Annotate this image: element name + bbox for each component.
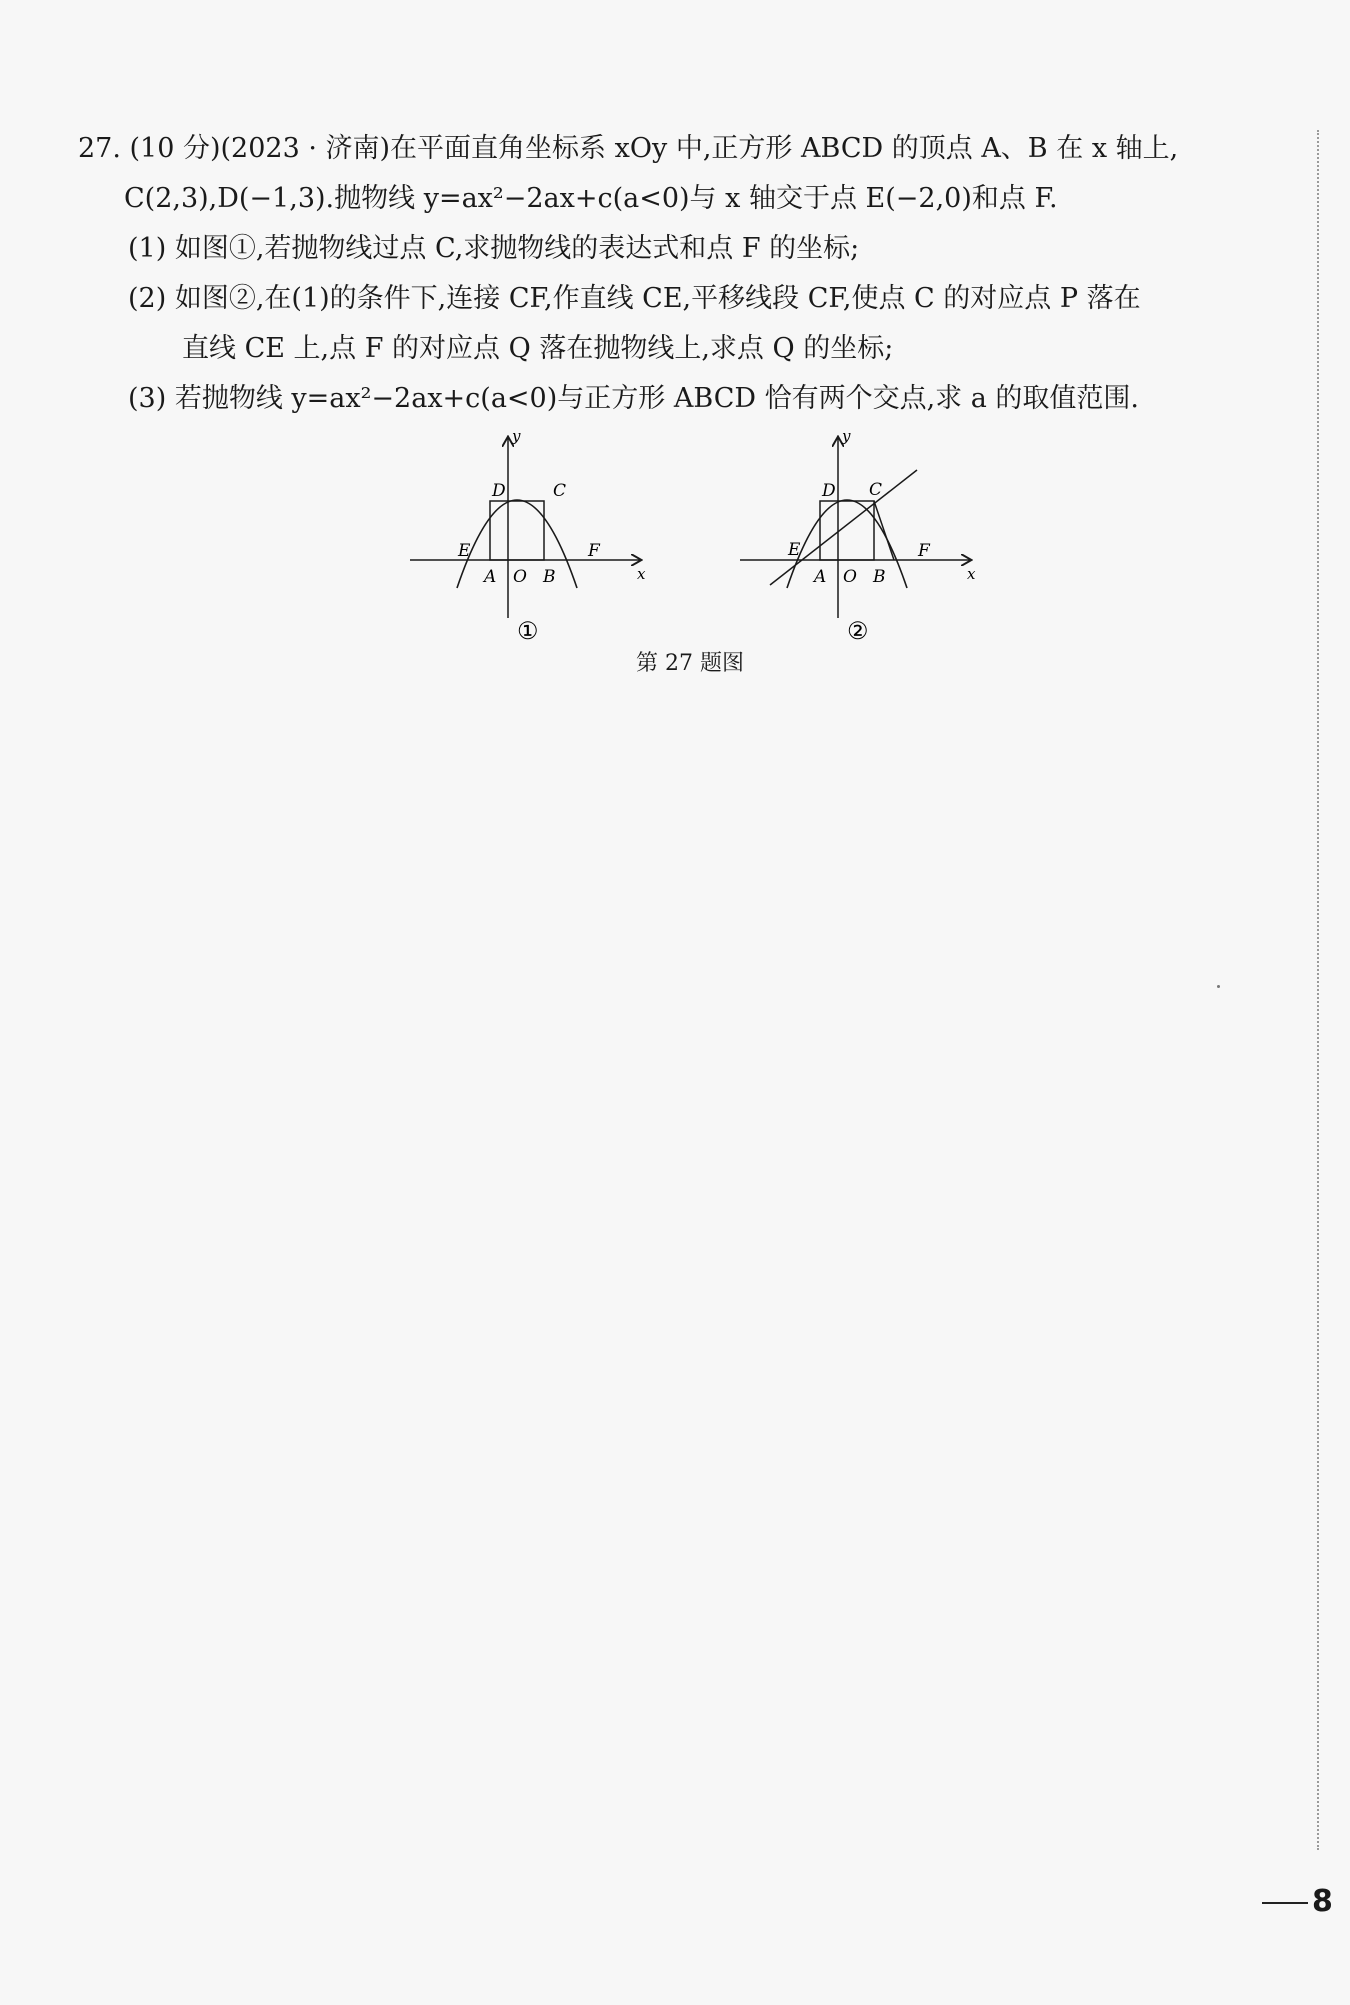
- label-o: O: [843, 567, 857, 587]
- square-abcd: [490, 501, 544, 560]
- label-f: F: [588, 541, 600, 561]
- figure-1: [410, 428, 646, 645]
- label-a: A: [814, 567, 827, 587]
- figure-area: [405, 428, 1005, 652]
- page-number: 8: [1312, 1884, 1333, 1919]
- stray-dot: [1217, 985, 1220, 988]
- label-c: C: [553, 481, 567, 501]
- label-x: x: [967, 565, 976, 583]
- problem-part-2-line-1: (2) 如图②,在(1)的条件下,连接 CF,作直线 CE,平移线段 CF,使点 C 的对应点 P 落在: [128, 283, 1141, 314]
- label-a: A: [484, 567, 497, 587]
- figure-caption: 第 27 题图: [636, 651, 744, 676]
- label-y: y: [512, 428, 521, 445]
- label-x: x: [637, 565, 646, 583]
- footer-dash: [1262, 1902, 1308, 1904]
- problem-line-1: 27. (10 分)(2023 · 济南)在平面直角坐标系 xOy 中,正方形 ABCD 的顶点 A、B 在 x 轴上,: [78, 133, 1179, 164]
- label-f: F: [918, 541, 930, 561]
- segment-cf: [874, 501, 894, 560]
- label-c: C: [869, 480, 883, 500]
- problem-part-1: (1) 如图①,若抛物线过点 C,求抛物线的表达式和点 F 的坐标;: [128, 233, 860, 264]
- figures-svg: [405, 428, 1005, 648]
- label-y: y: [842, 428, 851, 445]
- label-e: E: [788, 540, 801, 560]
- label-b: B: [873, 567, 886, 587]
- problem-line-2: C(2,3),D(−1,3).抛物线 y=ax²−2ax+c(a<0)与 x 轴交于点 E(−2,0)和点 F.: [124, 183, 1058, 214]
- problem-part-2-line-2: 直线 CE 上,点 F 的对应点 Q 落在抛物线上,求点 Q 的坐标;: [182, 333, 894, 364]
- problem-part-3: (3) 若抛物线 y=ax²−2ax+c(a<0)与正方形 ABCD 恰有两个交点,求 a 的取值范围.: [128, 383, 1140, 414]
- figure-1-number: ①: [517, 617, 539, 645]
- margin-dotted-line: [1317, 130, 1319, 1850]
- figure-2-number: ②: [847, 617, 869, 645]
- label-d: D: [492, 481, 506, 501]
- label-b: B: [543, 567, 556, 587]
- label-d: D: [822, 481, 836, 501]
- label-e: E: [458, 541, 471, 561]
- figure-2: [740, 428, 976, 645]
- label-o: O: [513, 567, 527, 587]
